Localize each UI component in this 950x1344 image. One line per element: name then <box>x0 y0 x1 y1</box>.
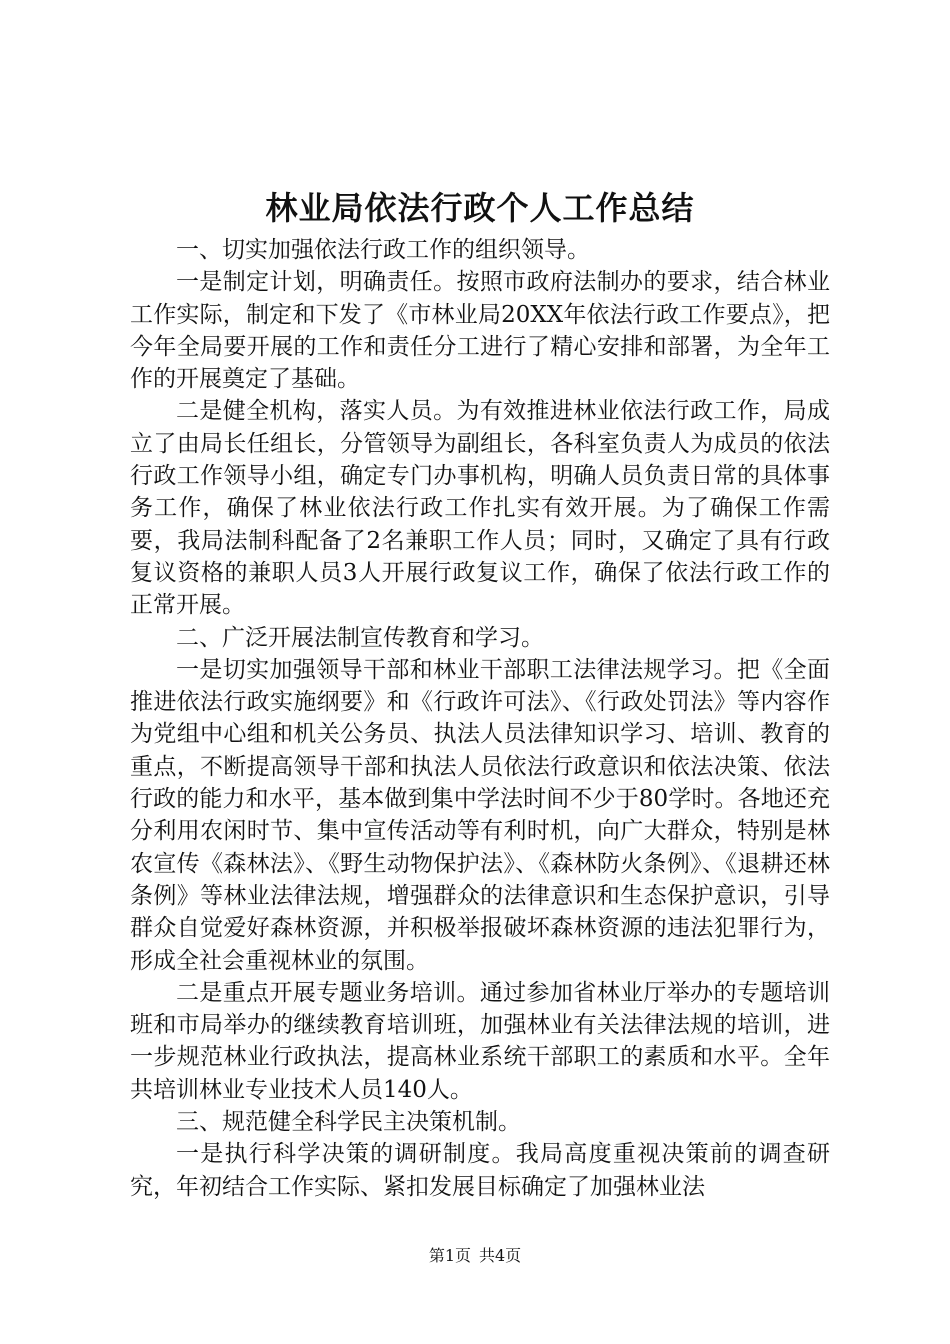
paragraph: 一是制定计划，明确责任。按照市政府法制办的要求，结合林业工作实际，制定和下发了《市林业局20XX年依法行政工作要点》，把今年全局要开展的工作和责任分工进行了精心安排和部署，为全年工作的开展奠定了基础。 <box>130 269 830 393</box>
page-footer <box>0 1245 950 1267</box>
document-title: 林业局依法行政个人工作总结 <box>265 189 695 227</box>
paragraph: 二是重点开展专题业务培训。通过参加省林业厅举办的专题培训班和市局举办的继续教育培训班，加强林业有关法律法规的培训，进一步规范林业行政执法，提高林业系统干部职工的素质和水平。全年共培训林业专业技术人员140人。 <box>130 979 830 1103</box>
paragraph: 一是执行科学决策的调研制度。我局高度重视决策前的调查研究，年初结合工作实际、紧扣发展目标确定了加强林业法 <box>130 1141 830 1200</box>
section-heading-2: 二、广泛开展法制宣传教育和学习。 <box>176 624 544 651</box>
paragraph: 二是健全机构，落实人员。为有效推进林业依法行政工作，局成立了由局长任组长，分管领导为副组长，各科室负责人为成员的依法行政工作领导小组，确定专门办事机构，明确人员负责日常的具体事务工作，确保了林业依法行政工作扎实有效开展。为了确保工作需要，我局法制科配备了2名兼职工作人员；同时，又确定了具有行政复议资格的兼职人员3人开展行政复议工作，确保了依法行政工作的正常开展。 <box>130 398 830 619</box>
paragraph: 一是切实加强领导干部和林业干部职工法律法规学习。把《全面推进依法行政实施纲要》和《行政许可法》、《行政处罚法》等内容作为党组中心组和机关公务员、执法人员法律知识学习、培训、教育的重点，不断提高领导干部和执法人员依法行政意识和依法决策、依法行政的能力和水平，基本做到集中学法时间不少于80学时。各地还充分利用农闲时节、集中宣传活动等有利时机，向广大群众，特别是林农宣传《森林法》、《野生动物保护法》、《森林防火条例》、《退耕还林条例》等林业法律法规，增强群众的法律意识和生态保护意识，引导群众自觉爱好森林资源，并积极举报破坏森林资源的违法犯罪行为，形成全社会重视林业的氛围。 <box>130 656 830 974</box>
page-number: 第1页 <box>428 1246 471 1265</box>
document-body <box>130 234 830 1203</box>
section-heading-3: 三、规范健全科学民主决策机制。 <box>176 1109 521 1136</box>
page-total: 共4页 <box>479 1246 522 1265</box>
section-heading-1: 一、切实加强依法行政工作的组织领导。 <box>176 237 590 263</box>
